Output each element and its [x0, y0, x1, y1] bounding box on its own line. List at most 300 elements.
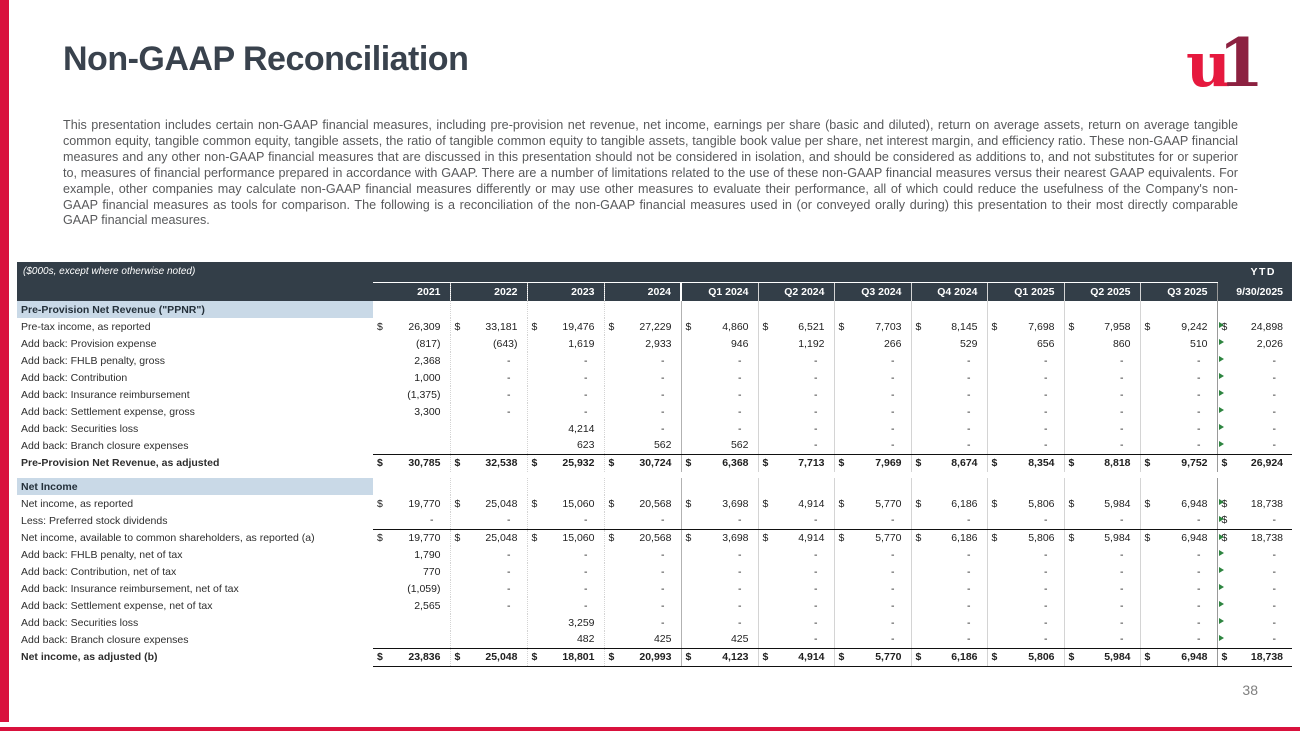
value-cell [527, 512, 604, 529]
dollar-sign: $ [838, 651, 845, 663]
cell-value: - [1272, 548, 1277, 561]
value-cell [758, 420, 834, 437]
cell-value: 6,186 [951, 651, 978, 663]
cell-value: - [814, 405, 818, 418]
row-label: Add back: Securities loss [21, 616, 139, 629]
cell-value: 4,214 [568, 422, 595, 435]
dollar-sign: $ [608, 531, 615, 544]
value-cell [1140, 420, 1217, 437]
value-cell [450, 352, 527, 369]
section-header-filler [987, 301, 1064, 318]
dollar-sign: $ [991, 497, 998, 510]
cell-value: - [814, 371, 818, 384]
value-cell [911, 546, 987, 563]
value-cell [604, 546, 681, 563]
financial-table [17, 262, 1292, 667]
value-cell [604, 614, 681, 631]
value-cell [1217, 512, 1292, 529]
value-cell [758, 512, 834, 529]
cell-value: - [661, 616, 665, 629]
dollar-sign: $ [377, 651, 383, 663]
value-cell [1217, 580, 1292, 597]
row-label: Pre-tax income, as reported [21, 320, 151, 333]
cell-value: 24,898 [1250, 320, 1284, 333]
value-cell [911, 437, 987, 454]
value-cell [987, 495, 1064, 512]
value-cell [758, 614, 834, 631]
value-cell [450, 563, 527, 580]
dollar-sign: $ [1068, 497, 1075, 510]
column-header-q2-2024: Q2 2024 [758, 282, 834, 301]
cell-value: - [738, 405, 742, 418]
table-row [17, 403, 1292, 420]
value-cell [911, 386, 987, 403]
section-header-label: Pre-Provision Net Revenue ("PPNR") [17, 301, 373, 318]
dollar-sign: $ [1221, 320, 1228, 333]
table-row [17, 597, 1292, 614]
dollar-sign: $ [685, 651, 692, 663]
value-cell [987, 437, 1064, 454]
value-cell [911, 597, 987, 614]
value-cell [604, 369, 681, 386]
value-cell [834, 352, 911, 369]
cell-value: - [967, 354, 971, 367]
green-flag-icon [1219, 601, 1224, 607]
cell-value: - [1272, 582, 1277, 595]
value-cell [1140, 386, 1217, 403]
column-header-2021: 2021 [373, 282, 450, 301]
section-header-filler [1217, 301, 1292, 318]
dollar-sign: $ [1221, 497, 1228, 510]
cell-value: 2,933 [645, 337, 672, 350]
green-flag-icon [1219, 424, 1224, 430]
cell-value: 15,060 [562, 531, 595, 544]
cell-value: - [584, 388, 588, 401]
left-accent-bar [0, 0, 9, 722]
value-cell [987, 648, 1064, 666]
value-cell [911, 614, 987, 631]
cell-value: - [1044, 565, 1048, 578]
value-cell [373, 563, 450, 580]
value-cell [834, 512, 911, 529]
cell-value: - [891, 582, 895, 595]
dollar-sign: $ [608, 457, 615, 470]
section-header-filler [758, 301, 834, 318]
cell-value: - [814, 422, 818, 435]
green-flag-icon [1219, 499, 1224, 505]
value-cell [834, 563, 911, 580]
cell-value: 25,048 [485, 497, 518, 510]
value-cell [911, 420, 987, 437]
dollar-sign: $ [454, 497, 461, 510]
value-cell [758, 318, 834, 335]
value-cell [834, 648, 911, 666]
value-cell [758, 386, 834, 403]
value-cell [1217, 546, 1292, 563]
section-header-row [17, 478, 1292, 495]
cell-value: - [661, 565, 665, 578]
green-flag-icon [1219, 516, 1224, 522]
cell-value: 18,738 [1250, 651, 1284, 663]
section-header-filler [681, 478, 758, 495]
value-cell [1064, 597, 1140, 614]
cell-value: (1,059) [407, 582, 441, 595]
cell-value: - [584, 582, 588, 595]
value-cell [373, 386, 450, 403]
dollar-sign: $ [685, 320, 692, 333]
cell-value: 5,770 [875, 531, 902, 544]
cell-value: 4,914 [798, 497, 825, 510]
value-cell [604, 335, 681, 352]
value-cell [1217, 386, 1292, 403]
value-cell [681, 403, 758, 420]
cell-value: - [584, 514, 588, 527]
dollar-sign: $ [1068, 651, 1075, 663]
cell-value: - [814, 616, 818, 629]
dollar-sign: $ [377, 531, 383, 544]
cell-value: - [507, 388, 511, 401]
cell-value: - [1197, 616, 1201, 629]
dollar-sign: $ [991, 320, 998, 333]
value-cell [450, 386, 527, 403]
value-cell [604, 648, 681, 666]
value-cell [987, 580, 1064, 597]
table-row [17, 546, 1292, 563]
cell-value: - [1044, 439, 1048, 452]
cell-value: - [1120, 582, 1124, 595]
cell-value: - [1197, 633, 1201, 646]
table-row [17, 352, 1292, 369]
table-row [17, 563, 1292, 580]
value-cell [604, 352, 681, 369]
cell-value: - [661, 599, 665, 612]
cell-value: - [738, 514, 742, 527]
row-label: Net income, as adjusted (b) [21, 651, 158, 663]
cell-value: - [891, 422, 895, 435]
section-header-label: Net Income [17, 478, 373, 495]
cell-value: 4,914 [798, 651, 825, 663]
cell-value: 510 [1189, 337, 1208, 350]
cell-value: - [584, 565, 588, 578]
dollar-sign: $ [377, 457, 383, 470]
dollar-sign: $ [762, 457, 769, 470]
dollar-sign: $ [762, 531, 769, 544]
dollar-sign: $ [915, 457, 922, 470]
value-cell [450, 648, 527, 666]
value-cell [681, 563, 758, 580]
cell-value: - [430, 514, 434, 527]
cell-value: 562 [730, 439, 749, 452]
dollar-sign: $ [454, 651, 461, 663]
cell-value: - [891, 354, 895, 367]
value-cell [987, 512, 1064, 529]
cell-value: - [814, 439, 818, 452]
value-cell [1064, 546, 1140, 563]
value-cell [758, 454, 834, 472]
value-cell [527, 386, 604, 403]
cell-value: 6,521 [798, 320, 825, 333]
page-number: 38 [1242, 682, 1258, 698]
cell-value: - [967, 371, 971, 384]
cell-value: 482 [576, 633, 595, 646]
value-cell [527, 369, 604, 386]
section-header-filler [911, 301, 987, 318]
value-cell [1064, 386, 1140, 403]
value-cell [1064, 563, 1140, 580]
bottom-accent-bar [0, 727, 1300, 731]
cell-value: - [891, 633, 895, 646]
value-cell [1064, 437, 1140, 454]
value-cell [987, 454, 1064, 472]
value-cell [834, 614, 911, 631]
section-header-filler [987, 478, 1064, 495]
row-label: Add back: Contribution [21, 371, 128, 384]
value-cell [681, 580, 758, 597]
value-cell [834, 420, 911, 437]
value-cell [1064, 352, 1140, 369]
section-header-filler [1064, 478, 1140, 495]
value-cell [450, 546, 527, 563]
cell-value: - [584, 548, 588, 561]
row-label: Add back: Securities loss [21, 422, 139, 435]
cell-value: 3,698 [722, 497, 749, 510]
cell-value: - [1272, 422, 1277, 435]
value-cell [758, 403, 834, 420]
dollar-sign: $ [377, 320, 383, 333]
section-header-filler [1140, 301, 1217, 318]
value-cell [987, 529, 1064, 546]
cell-value: - [1044, 405, 1048, 418]
value-cell [373, 648, 450, 666]
cell-value: 266 [883, 337, 902, 350]
row-label: Pre-Provision Net Revenue, as adjusted [21, 457, 220, 469]
row-label: Add back: Insurance reimbursement, net of tax [21, 582, 239, 595]
value-cell [834, 597, 911, 614]
value-cell [911, 369, 987, 386]
cell-value: - [1120, 439, 1124, 452]
cell-value: 25,048 [485, 651, 518, 663]
value-cell [1064, 580, 1140, 597]
cell-value: - [1044, 354, 1048, 367]
value-cell [681, 386, 758, 403]
cell-value: 7,698 [1028, 320, 1055, 333]
cell-value: - [1272, 439, 1277, 452]
cell-value: - [1044, 514, 1048, 527]
cell-value: - [1197, 354, 1201, 367]
dollar-sign: $ [531, 531, 538, 544]
cell-value: 656 [1036, 337, 1055, 350]
value-cell [1064, 369, 1140, 386]
value-cell [911, 631, 987, 648]
value-cell [681, 369, 758, 386]
row-label: Net income, available to common shareholders, as reported (a) [21, 531, 315, 544]
value-cell [604, 403, 681, 420]
value-cell [681, 529, 758, 546]
cell-value: - [1197, 599, 1201, 612]
cell-value: - [1120, 354, 1124, 367]
value-cell [373, 437, 450, 454]
cell-value: - [1272, 371, 1277, 384]
cell-value: - [1044, 582, 1048, 595]
cell-value: - [967, 633, 971, 646]
value-cell [1140, 614, 1217, 631]
cell-value: 9,242 [1181, 320, 1208, 333]
value-cell [373, 352, 450, 369]
row-label: Add back: Branch closure expenses [21, 439, 189, 452]
dollar-sign: $ [454, 320, 461, 333]
value-cell [987, 597, 1064, 614]
cell-value: 19,770 [408, 497, 441, 510]
section-header-filler [604, 478, 681, 495]
column-header-2023: 2023 [527, 282, 604, 301]
cell-value: 4,123 [722, 651, 749, 663]
dollar-sign: $ [685, 531, 692, 544]
column-header-9-30-2025: 9/30/2025 [1217, 282, 1292, 301]
value-cell [450, 529, 527, 546]
value-cell [527, 546, 604, 563]
cell-value: 3,698 [722, 531, 749, 544]
value-cell [1064, 529, 1140, 546]
value-cell [758, 580, 834, 597]
cell-value: - [661, 371, 665, 384]
value-cell [834, 437, 911, 454]
cell-value: - [1197, 371, 1201, 384]
value-cell [987, 369, 1064, 386]
cell-value: 26,309 [408, 320, 441, 333]
cell-value: - [1272, 616, 1277, 629]
cell-value: - [738, 388, 742, 401]
cell-value: - [584, 599, 588, 612]
dollar-sign: $ [838, 320, 845, 333]
cell-value: - [507, 565, 511, 578]
dollar-sign: $ [1068, 457, 1075, 470]
cell-value: 5,806 [1028, 651, 1055, 663]
value-cell [1140, 369, 1217, 386]
value-cell [758, 369, 834, 386]
value-cell [1140, 335, 1217, 352]
cell-value: - [1272, 354, 1277, 367]
value-cell [1140, 512, 1217, 529]
value-cell [911, 563, 987, 580]
value-cell [527, 529, 604, 546]
cell-value: - [1044, 633, 1048, 646]
value-cell [911, 335, 987, 352]
cell-value: - [584, 405, 588, 418]
green-flag-icon [1219, 356, 1224, 362]
value-cell [1217, 335, 1292, 352]
column-header-q3-2024: Q3 2024 [834, 282, 911, 301]
section-header-filler [1140, 478, 1217, 495]
cell-value: - [891, 616, 895, 629]
cell-value: - [1044, 548, 1048, 561]
value-cell [758, 563, 834, 580]
value-cell [527, 580, 604, 597]
value-cell [450, 614, 527, 631]
value-cell [911, 495, 987, 512]
table-row [17, 648, 1292, 666]
cell-value: - [507, 514, 511, 527]
value-cell [681, 597, 758, 614]
value-cell [1217, 318, 1292, 335]
value-cell [1140, 563, 1217, 580]
cell-value: - [891, 514, 895, 527]
cell-value: 8,145 [951, 320, 978, 333]
cell-value: 3,300 [414, 405, 441, 418]
value-cell [1140, 546, 1217, 563]
cell-value: 5,806 [1028, 531, 1055, 544]
row-label: Add back: Branch closure expenses [21, 633, 189, 646]
value-cell [450, 597, 527, 614]
value-cell [987, 386, 1064, 403]
green-flag-icon [1219, 373, 1224, 379]
section-header-filler [373, 478, 450, 495]
cell-value: - [967, 582, 971, 595]
value-cell [834, 369, 911, 386]
value-cell [604, 631, 681, 648]
cell-value: - [967, 616, 971, 629]
cell-value: - [584, 354, 588, 367]
cell-value: - [891, 405, 895, 418]
section-header-filler [373, 301, 450, 318]
value-cell [1140, 580, 1217, 597]
ytd-header-label: YTD [1217, 262, 1292, 282]
value-cell [373, 580, 450, 597]
value-cell [1064, 420, 1140, 437]
value-cell [373, 335, 450, 352]
dollar-sign: $ [531, 651, 538, 663]
cell-value: 5,984 [1104, 497, 1131, 510]
table-row [17, 318, 1292, 335]
cell-value: - [738, 371, 742, 384]
dollar-sign: $ [685, 457, 692, 470]
value-cell [604, 386, 681, 403]
cell-value: - [1272, 514, 1277, 527]
cell-value: 27,229 [639, 320, 672, 333]
cell-value: 7,713 [798, 457, 825, 470]
value-cell [1064, 631, 1140, 648]
cell-value: 23,836 [408, 651, 441, 663]
page-title: Non-GAAP Reconciliation [63, 40, 469, 78]
cell-value: - [1120, 388, 1124, 401]
value-cell [834, 631, 911, 648]
green-flag-icon [1219, 534, 1224, 540]
value-cell [450, 580, 527, 597]
cell-value: 7,958 [1104, 320, 1131, 333]
cell-value: 1,000 [414, 371, 441, 384]
green-flag-icon [1219, 407, 1224, 413]
cell-value: - [1044, 616, 1048, 629]
green-flag-icon [1219, 441, 1224, 447]
value-cell [911, 454, 987, 472]
cell-value: 20,568 [639, 497, 672, 510]
cell-value: 4,860 [722, 320, 749, 333]
column-header-q1-2025: Q1 2025 [987, 282, 1064, 301]
cell-value: 18,801 [562, 651, 595, 663]
value-cell [604, 437, 681, 454]
cell-value: - [967, 565, 971, 578]
value-cell [1217, 529, 1292, 546]
value-cell [681, 495, 758, 512]
green-flag-icon [1219, 567, 1224, 573]
value-cell [1140, 495, 1217, 512]
cell-value: 5,806 [1028, 497, 1055, 510]
value-cell [681, 437, 758, 454]
cell-value: 33,181 [485, 320, 518, 333]
empty-label-header [17, 282, 373, 301]
dollar-sign: $ [685, 497, 692, 510]
table-row [17, 580, 1292, 597]
dollar-sign: $ [454, 531, 461, 544]
